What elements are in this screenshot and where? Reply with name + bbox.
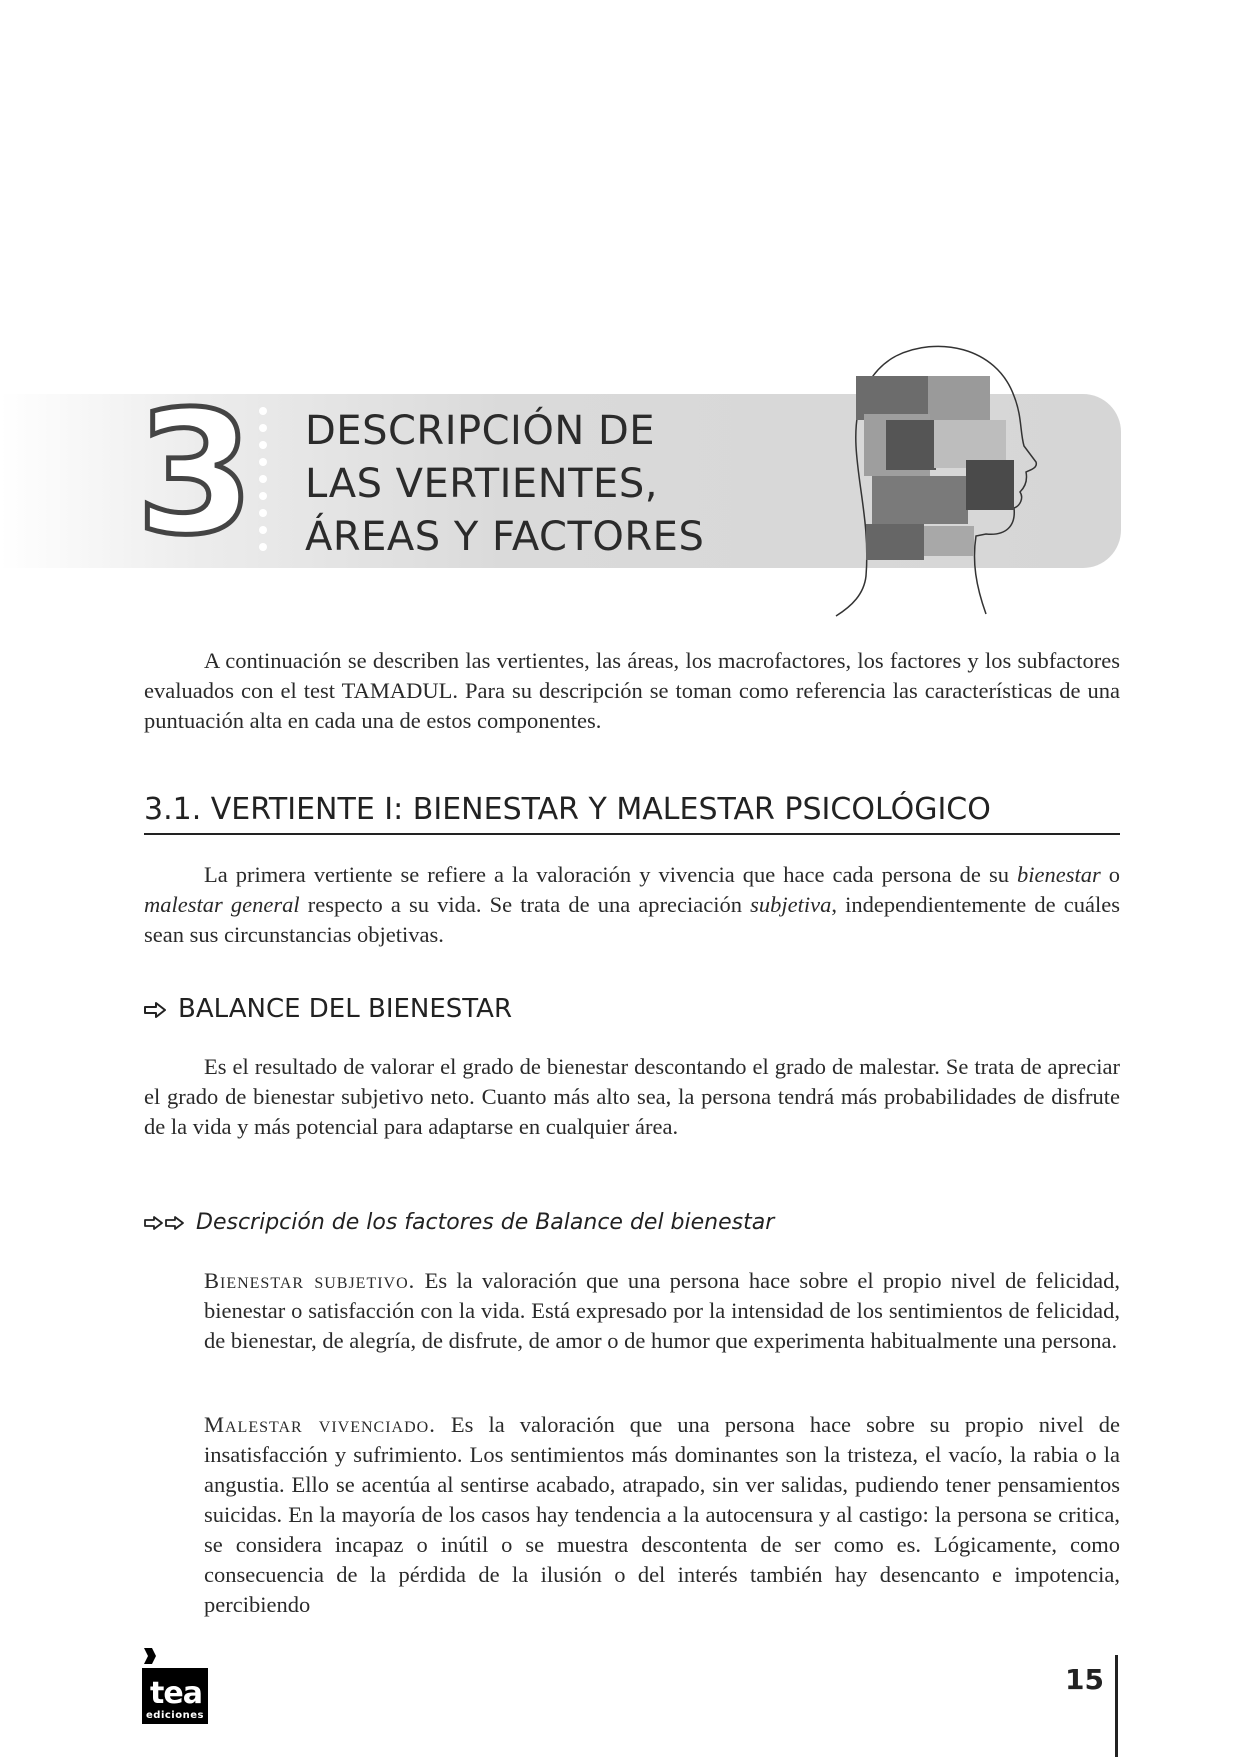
factor-definition: [204, 1266, 1120, 1356]
chapter-title-line: ÁREAS Y FACTORES: [305, 514, 705, 560]
arrow-right-icon: [144, 1002, 166, 1018]
subsection-title-text: BALANCE DEL BIENESTAR: [178, 994, 513, 1024]
page-number: 15: [1065, 1663, 1104, 1696]
chapter-title: [305, 405, 704, 564]
double-arrow-right-icon: [144, 1216, 186, 1230]
chapter-number: [132, 375, 255, 573]
factor-text: Es la valoración que una persona hace sobre el propio nivel de felicidad, bienestar o satisfacción con la vida. Está expresado por la intensidad de los sentimientos de felicidad, de bienestar, de alegría, de disfrute, de amor o de humor que experimenta habitualmente una persona.: [204, 1268, 1121, 1353]
subsection-title: [144, 994, 512, 1024]
section-title: 3.1. VERTIENTE I: BIENESTAR Y MALESTAR PSICOLÓGICO: [144, 792, 1120, 835]
subsection-paragraph: [144, 1052, 1120, 1142]
factor-text: Es la valoración que una persona hace sobre su propio nivel de insatisfacción y sufrimiento. Los sentimientos más dominantes son la tristeza, el vacío, la rabia o la angustia. Ello se acentúa al sentirse acabado, atrapado, sin ver salidas, pudiendo tener pensamientos suicidas. En la mayoría de los casos hay tendencia a la autocensura y al castigo: la persona se critica, se considera incapaz o inútil o se muestra descontenta de ser como es. Lógicamente, como consecuencia de la pérdida de la ilusión o del interés también hay desencanto e impotencia, percibiendo: [204, 1412, 1121, 1617]
emphasis: subjetiva: [750, 892, 832, 917]
intro-text: A continuación se describen las vertientes, las áreas, los macrofactores, los factores y los subfactores evaluados con el test TAMADUL. Para su descripción se toman como referencia las características de una puntuación alta en cada una de estos componentes.: [144, 648, 1120, 733]
section-text: o: [1100, 862, 1121, 887]
subsection-text: Es el resultado de valorar el grado de bienestar descontando el grado de malestar. Se trata de apreciar el grado de bienestar subjetivo neto. Cuanto más alto sea, la persona tendrá más probabilidades de disfrute de la vida y más potencial para adaptarse en cualquier área.: [144, 1054, 1120, 1139]
svg-text:3: 3: [136, 375, 255, 573]
section-text: respecto a su vida. Se trata de una apreciación: [299, 892, 751, 917]
logo-text: tea: [150, 1676, 202, 1711]
factor-term: Bienestar subjetivo.: [204, 1268, 416, 1293]
chapter-title-line: DESCRIPCIÓN DE: [305, 408, 656, 454]
section-paragraph: [144, 860, 1120, 950]
intro-paragraph: [144, 646, 1120, 736]
factors-title-text: Descripción de los factores de Balance del bienestar: [196, 1210, 775, 1235]
section-text: , independientemente de cuáles sean sus circunstancias objetivas.: [144, 892, 1121, 947]
factor-term: Malestar vivenciado.: [204, 1412, 436, 1437]
head-collage-illustration: [826, 336, 1036, 616]
dotted-divider: [258, 406, 268, 556]
chapter-title-line: LAS VERTIENTES,: [305, 461, 658, 507]
factors-title: [144, 1210, 774, 1235]
emphasis: malestar general: [144, 892, 300, 917]
page-number-rule: [1115, 1655, 1118, 1757]
logo-subtext: ediciones: [146, 1710, 204, 1721]
emphasis: bienestar: [1016, 862, 1101, 887]
factor-definition: [204, 1410, 1120, 1620]
section-text: La primera vertiente se refiere a la valoración y vivencia que hace cada persona de su: [204, 862, 1017, 887]
